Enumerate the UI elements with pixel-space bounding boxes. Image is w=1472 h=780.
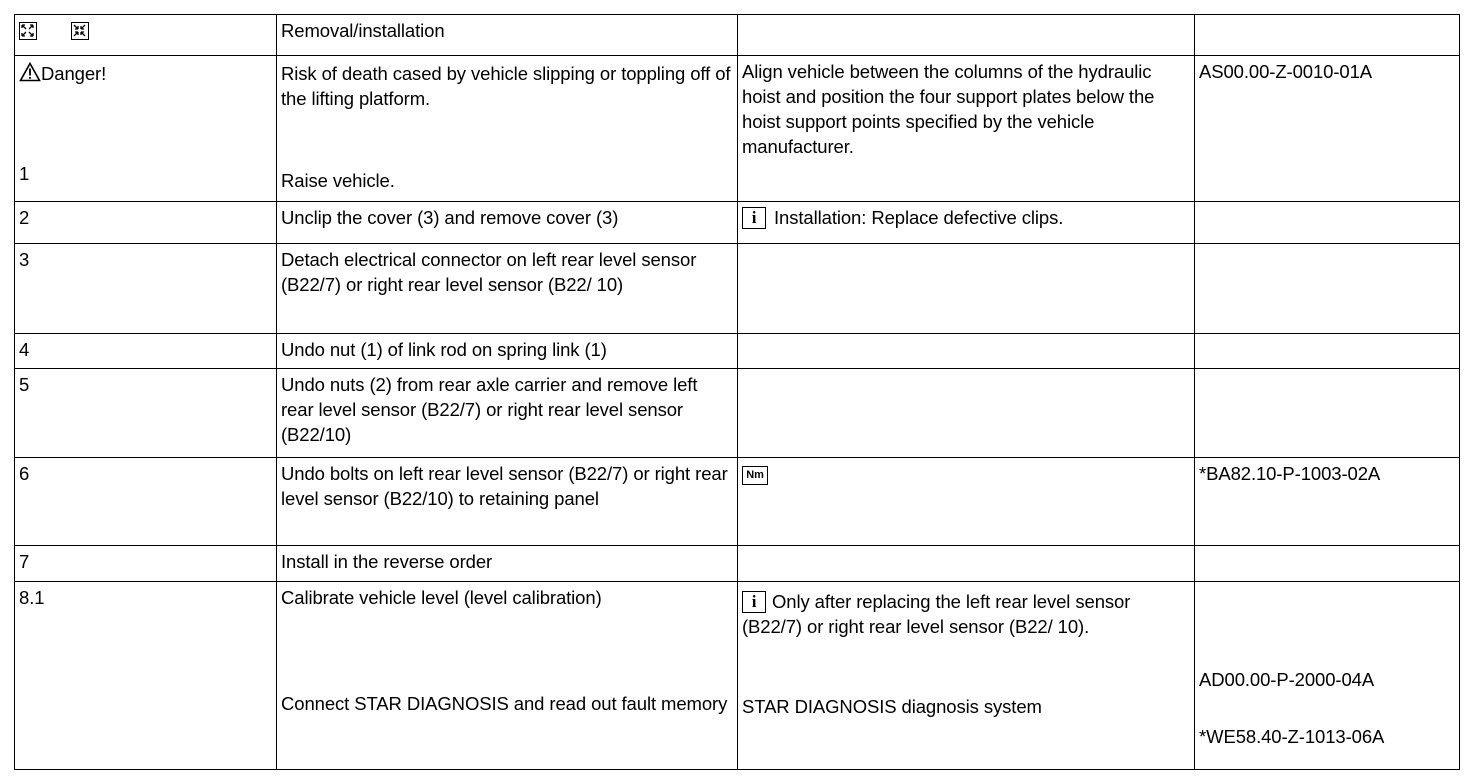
instruction-cell: [277, 582, 738, 770]
header-icons-cell: [15, 15, 277, 56]
table-row: [15, 202, 1460, 244]
step-number: 3: [15, 244, 277, 334]
reference-cell: [1195, 244, 1460, 334]
collapse-all-icon[interactable]: [71, 22, 89, 40]
note-cell: [738, 334, 1195, 369]
table-row: [15, 244, 1460, 334]
procedure-table: [14, 14, 1460, 770]
note-cell: [738, 369, 1195, 458]
info-icon: i: [742, 591, 766, 613]
danger-text: Risk of death cased by vehicle slipping or toppling off of the lifting platform.: [281, 63, 731, 109]
danger-label: Danger!: [41, 63, 107, 84]
reference-cell[interactable]: [1195, 458, 1460, 546]
reference-link[interactable]: *BA82.10-P-1003-02A: [1199, 463, 1381, 484]
instruction-cell: Undo nuts (2) from rear axle carrier and remove left rear level sensor (B22/7) or right rear level sensor (B22/10): [277, 369, 738, 458]
step-number: 7: [15, 546, 277, 582]
note-cell: [738, 582, 1195, 770]
instruction-cell: Detach electrical connector on left rear level sensor (B22/7) or right rear level sensor (B22/ 10): [277, 244, 738, 334]
step-number: 8.1: [15, 582, 277, 770]
table-row: [15, 458, 1460, 546]
step-number: 5: [15, 369, 277, 458]
table-row: [15, 369, 1460, 458]
page-title: Removal/installation: [277, 15, 738, 56]
reference-cell: [1195, 334, 1460, 369]
reference-cell: [1195, 582, 1460, 770]
table-row: [15, 582, 1460, 770]
instruction-text: Raise vehicle.: [281, 170, 395, 191]
note-cell: [738, 244, 1195, 334]
reference-cell[interactable]: [1195, 56, 1460, 202]
reference-link[interactable]: AD00.00-P-2000-04A: [1199, 669, 1375, 690]
note-cell: [738, 202, 1195, 244]
note-text-2: STAR DIAGNOSIS diagnosis system: [742, 696, 1042, 717]
instruction-text: Calibrate vehicle level (level calibration): [281, 587, 602, 608]
table-header-row: [15, 15, 1460, 56]
note-text: Only after replacing the left rear level sensor (B22/7) or right rear level sensor (B22/ 10).: [742, 591, 1131, 637]
warning-triangle-icon: [19, 62, 41, 82]
step-number: 6: [15, 458, 277, 546]
instruction-cell: Undo nut (1) of link rod on spring link (1): [277, 334, 738, 369]
expand-all-icon[interactable]: [19, 22, 37, 40]
note-text: Installation: Replace defective clips.: [774, 207, 1064, 228]
instruction-cell: Install in the reverse order: [277, 546, 738, 582]
torque-nm-icon[interactable]: Nm: [742, 466, 768, 485]
table-row: [15, 334, 1460, 369]
instruction-cell: Undo bolts on left rear level sensor (B22/7) or right rear level sensor (B22/10) to retaining panel: [277, 458, 738, 546]
note-cell: Align vehicle between the columns of the hydraulic hoist and position the four support plates below the hoist support points specified by the vehicle manufacturer.: [738, 56, 1195, 202]
instruction-cell: Unclip the cover (3) and remove cover (3): [277, 202, 738, 244]
instruction-text-2: Connect STAR DIAGNOSIS and read out fault memory: [281, 693, 728, 714]
reference-cell: [1195, 546, 1460, 582]
table-row: [15, 546, 1460, 582]
step-number: 4: [15, 334, 277, 369]
note-cell: [738, 458, 1195, 546]
step-number: 2: [15, 202, 277, 244]
info-icon: i: [742, 207, 766, 229]
table-row: [15, 56, 1460, 202]
note-cell: [738, 546, 1195, 582]
reference-cell: [1195, 369, 1460, 458]
reference-link[interactable]: AS00.00-Z-0010-01A: [1199, 61, 1373, 82]
step-number: 1: [19, 163, 30, 184]
instruction-cell: [277, 56, 738, 202]
reference-link-2[interactable]: *WE58.40-Z-1013-06A: [1199, 726, 1385, 747]
reference-cell: [1195, 202, 1460, 244]
step-cell: [15, 56, 277, 202]
